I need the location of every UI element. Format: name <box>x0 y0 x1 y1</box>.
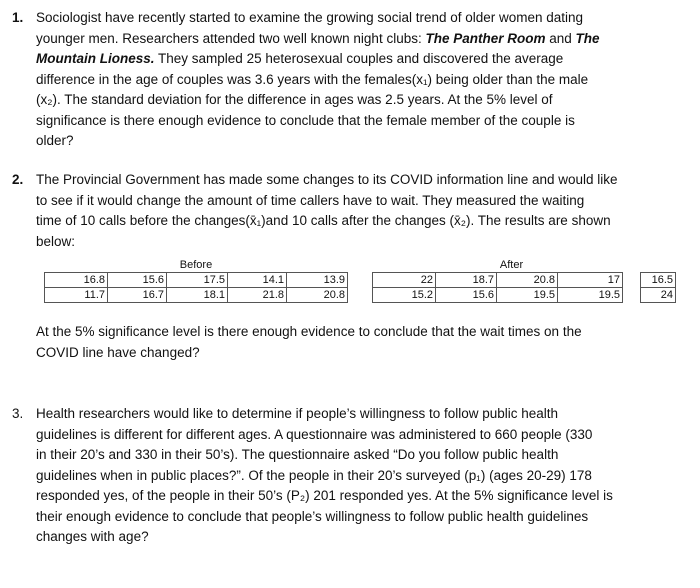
club-name-part: Mountain Lioness. <box>36 51 155 66</box>
text-line: their enough evidence to conclude that people’s willingness to follow public health guidelines <box>36 508 589 524</box>
question-2-followup <box>36 322 656 363</box>
after-label: After <box>499 259 524 271</box>
question-text <box>36 170 652 252</box>
club-name-part: The <box>575 30 600 46</box>
table-cell: 21.8 <box>228 288 287 303</box>
text-line: difference in the age of couples was 3.6 years with the females(x₁) being older than the male <box>36 71 589 87</box>
text-line: changes with age? <box>36 529 149 544</box>
text-line: At the 5% significance level is there enough evidence to conclude that the wait times on the <box>36 324 582 339</box>
table-cell: 22 <box>373 273 436 288</box>
text-line: (x₂). The standard deviation for the difference in ages was 2.5 years. At the 5% level of <box>36 92 553 107</box>
question-3 <box>12 404 652 548</box>
before-label: Before <box>179 259 213 271</box>
text-line: Sociologist have recently started to examine the growing social trend of older women dating <box>36 10 584 25</box>
question-2 <box>12 170 652 252</box>
table-row <box>641 273 676 288</box>
text-line: below: <box>36 233 76 249</box>
before-table <box>44 258 348 303</box>
text-line: Health researchers would like to determine if people’s willingness to follow public health <box>36 406 559 421</box>
after-table-extra-column <box>640 272 676 303</box>
text-line: in their 20’s and 330 in their 50’s). The questionnaire asked “Do you follow public health <box>36 447 559 462</box>
table-cell: 15.2 <box>373 288 436 303</box>
text-line: significance is there enough evidence to conclude that the female member of the couple is <box>36 112 575 128</box>
table-row <box>45 273 348 288</box>
club-name: The Panther Room <box>425 30 546 46</box>
question-1 <box>12 8 652 152</box>
table-cell: 24 <box>641 288 676 303</box>
table-cell: 16.7 <box>108 288 167 303</box>
table-cell: 16.8 <box>45 273 108 288</box>
text-line: guidelines when in public places?”. Of the people in their 20’s surveyed (p₁) (ages 20-29) 178 <box>36 467 592 483</box>
text-line: older? <box>36 133 74 148</box>
table-cell: 15.6 <box>436 288 497 303</box>
text-line: The Provincial Government has made some changes to its COVID information line and would like <box>36 172 618 187</box>
text-line <box>36 49 652 70</box>
table-row <box>373 273 623 288</box>
table-cell: 15.6 <box>108 273 167 288</box>
text-line: to see if it would change the amount of time callers have to wait. They measured the waiting <box>36 192 585 208</box>
question-number: 1. <box>12 10 24 25</box>
table-cell: 20.8 <box>287 288 348 303</box>
text-line: responded yes, of the people in their 50’s (P₂) 201 responded yes. At the 5% significance level is <box>36 488 613 503</box>
table-row <box>45 288 348 303</box>
text-span: younger men. Researchers attended two well known night clubs: <box>36 30 426 46</box>
question-number: 2. <box>12 172 24 187</box>
text-line: time of 10 calls before the changes(x̄₁)and 10 calls after the changes (x̄₂). The results are shown <box>36 213 611 228</box>
table-cell: 19.5 <box>558 288 623 303</box>
text-span: and <box>545 30 576 46</box>
question-text <box>36 8 652 152</box>
table-cell: 14.1 <box>228 273 287 288</box>
after-table <box>372 258 623 303</box>
table-cell: 16.5 <box>641 273 676 288</box>
table-cell: 19.5 <box>497 288 558 303</box>
table-cell: 13.9 <box>287 273 348 288</box>
question-number: 3. <box>12 406 24 421</box>
text-line <box>36 29 652 50</box>
table-cell: 11.7 <box>45 288 108 303</box>
text-line: guidelines is different for different ages. A questionnaire was administered to 660 people (330 <box>36 426 593 442</box>
question-text <box>36 404 652 548</box>
text-span: They sampled 25 heterosexual couples and discovered the average <box>154 51 564 66</box>
table-cell: 17 <box>558 273 623 288</box>
text-line: COVID line have changed? <box>36 344 200 360</box>
table-cell: 18.1 <box>167 288 228 303</box>
table-cell: 18.7 <box>436 273 497 288</box>
table-row <box>373 288 623 303</box>
table-row <box>641 288 676 303</box>
table-cell: 17.5 <box>167 273 228 288</box>
table-cell: 20.8 <box>497 273 558 288</box>
